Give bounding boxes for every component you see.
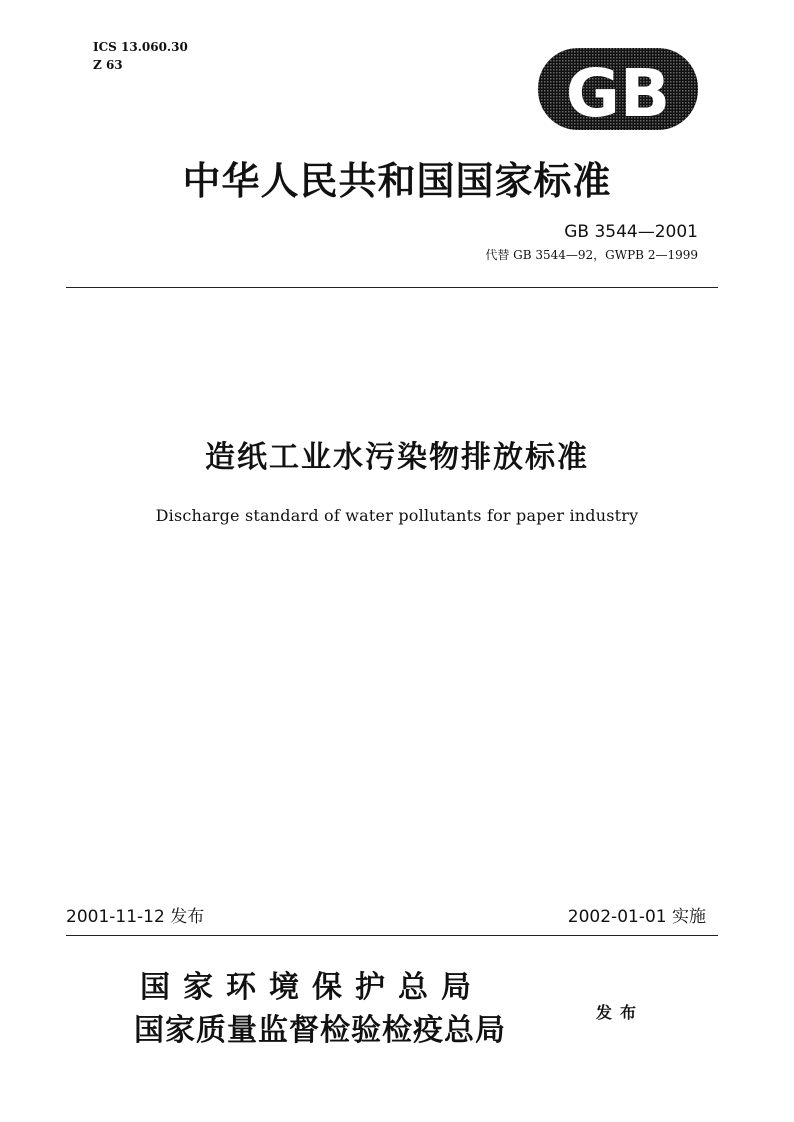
- issue-date: 2001-11-12 发布: [66, 907, 205, 927]
- class-code: Z 63: [93, 58, 123, 72]
- publish-label: 发布: [596, 1003, 645, 1022]
- document-title-en: Discharge standard of water pollutants for paper industry: [155, 506, 639, 525]
- top-divider: [66, 287, 718, 288]
- implementation-date: 2002-01-01 实施: [567, 907, 706, 927]
- ics-code: ICS 13.060.30: [93, 40, 188, 54]
- replaces-note: 代替 GB 3544—92，GWPB 2—1999: [485, 248, 698, 262]
- page-title: 中华人民共和国国家标准: [182, 158, 612, 203]
- document-title-cn: 造纸工业水污染物排放标准: [205, 440, 589, 475]
- logo-text: GB: [565, 55, 671, 130]
- standard-number: GB 3544—2001: [564, 222, 698, 242]
- bottom-divider: [66, 935, 718, 936]
- issuer-environment-bureau: 国家环境保护总局: [140, 970, 484, 1005]
- gb-logo: [538, 48, 698, 130]
- issuer-quality-bureau: 国家质量监督检验检疫总局: [134, 1013, 506, 1048]
- classification-codes: [93, 38, 188, 74]
